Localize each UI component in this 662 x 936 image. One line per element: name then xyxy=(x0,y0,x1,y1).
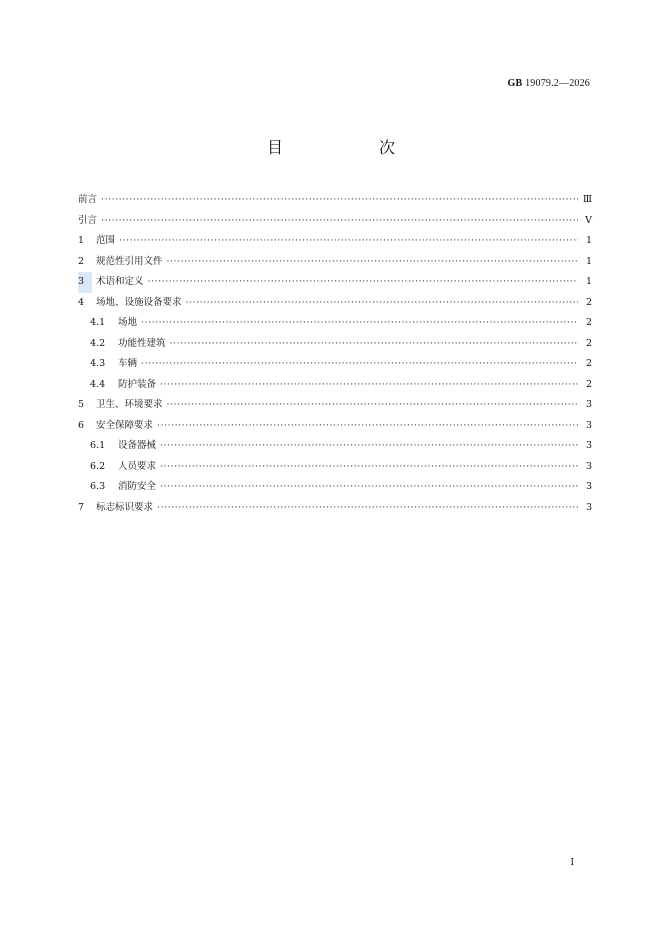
toc-entry-number: 4.4 xyxy=(90,378,106,390)
toc-entry-page: Ⅴ xyxy=(585,214,592,226)
toc-dot-leader xyxy=(170,334,578,355)
toc-entry-number: 3 xyxy=(78,272,92,293)
doc-code: 19079.2—2026 xyxy=(525,78,590,89)
toc-entry-page: 2 xyxy=(585,337,592,349)
document-number xyxy=(508,78,590,89)
toc-dot-leader xyxy=(186,293,578,314)
toc-entry-label: 范围 xyxy=(96,235,116,246)
toc-entry-label: 场地、设施设备要求 xyxy=(96,296,182,308)
toc-entry-number: 6.2 xyxy=(90,460,106,472)
toc-entry-number: 4 xyxy=(78,296,85,308)
toc-dot-leader xyxy=(157,416,578,437)
toc-entry-label: 标志标识要求 xyxy=(96,501,154,513)
toc-entry-label: 设备器械 xyxy=(118,440,157,451)
toc-dot-leader xyxy=(167,395,578,416)
toc-entry[interactable] xyxy=(78,498,592,519)
toc-entry[interactable] xyxy=(78,252,592,273)
toc-dot-leader xyxy=(101,190,578,211)
toc-entry[interactable] xyxy=(78,334,592,355)
toc-entry-number: 7 xyxy=(78,501,85,513)
toc-entry-number: 2 xyxy=(78,255,85,267)
toc-entry-number: 6.3 xyxy=(90,481,106,492)
toc-entry[interactable] xyxy=(78,211,592,232)
toc-entry-page: 2 xyxy=(585,296,592,308)
toc-entry-page: 2 xyxy=(585,358,592,369)
toc-entry-label: 功能性建筑 xyxy=(118,337,166,349)
toc-entry-page: 3 xyxy=(585,501,592,513)
toc-entry-label: 消防安全 xyxy=(118,481,157,492)
toc-dot-leader xyxy=(167,252,578,273)
toc-entry-label: 人员要求 xyxy=(118,460,157,472)
toc-entry-label: 前言 xyxy=(78,194,98,205)
toc-dot-leader xyxy=(157,498,578,519)
toc-entry[interactable] xyxy=(78,293,592,314)
toc-entry-page: 3 xyxy=(585,460,592,472)
toc-entry-label: 车辆 xyxy=(118,358,138,369)
toc-dot-leader xyxy=(141,354,578,375)
toc-entry-number: 5 xyxy=(78,399,85,410)
toc-entry[interactable] xyxy=(78,190,592,211)
toc-entry-label: 术语和定义 xyxy=(96,276,144,287)
toc-dot-leader xyxy=(160,375,578,396)
toc-entry-label: 安全保障要求 xyxy=(96,419,154,431)
toc-entry-page: 2 xyxy=(585,317,592,328)
toc-entry-page: Ⅲ xyxy=(582,194,592,205)
toc-entry[interactable] xyxy=(78,375,592,396)
toc-entry[interactable] xyxy=(78,354,592,375)
toc-dot-leader xyxy=(160,436,578,457)
toc-entry[interactable] xyxy=(78,313,592,334)
toc-dot-leader xyxy=(160,477,578,498)
toc-entry-label: 引言 xyxy=(78,214,98,226)
toc-entry[interactable] xyxy=(78,457,592,478)
toc-dot-leader xyxy=(148,272,578,293)
toc-entry-page: 3 xyxy=(585,419,592,431)
toc-entry-page: 1 xyxy=(585,276,592,287)
toc-entry-label: 卫生、环境要求 xyxy=(96,399,163,410)
toc-entry-label: 规范性引用文件 xyxy=(96,255,163,267)
toc-entry[interactable] xyxy=(78,416,592,437)
toc-entry-page: 1 xyxy=(585,255,592,267)
toc-entry-number: 4.1 xyxy=(90,317,106,328)
toc-dot-leader xyxy=(141,313,578,334)
page-title: 目 次 xyxy=(266,138,435,157)
toc-entry[interactable] xyxy=(78,477,592,498)
doc-prefix: GB xyxy=(507,78,523,89)
toc-entry-label: 防护装备 xyxy=(118,378,157,390)
toc-entry-page: 3 xyxy=(585,399,592,410)
toc-entry[interactable] xyxy=(78,231,592,252)
toc-dot-leader xyxy=(101,211,578,232)
toc-entry-page: 2 xyxy=(585,378,592,390)
toc-entry[interactable] xyxy=(78,436,592,457)
toc-entry-number: 4.3 xyxy=(90,358,106,369)
toc-entry-page: 3 xyxy=(585,440,592,451)
toc-entry-number: 6.1 xyxy=(90,440,106,451)
table-of-contents xyxy=(78,190,592,518)
page-number: I xyxy=(570,858,574,868)
toc-entry-number: 4.2 xyxy=(90,337,106,349)
toc-entry[interactable] xyxy=(78,395,592,416)
toc-dot-leader xyxy=(160,457,578,478)
toc-entry[interactable] xyxy=(78,272,592,293)
toc-entry-label: 场地 xyxy=(118,317,138,328)
toc-dot-leader xyxy=(119,231,578,252)
toc-entry-number: 6 xyxy=(78,419,85,431)
toc-entry-page: 3 xyxy=(585,481,592,492)
toc-entry-number: 1 xyxy=(78,235,85,246)
toc-entry-page: 1 xyxy=(585,235,592,246)
